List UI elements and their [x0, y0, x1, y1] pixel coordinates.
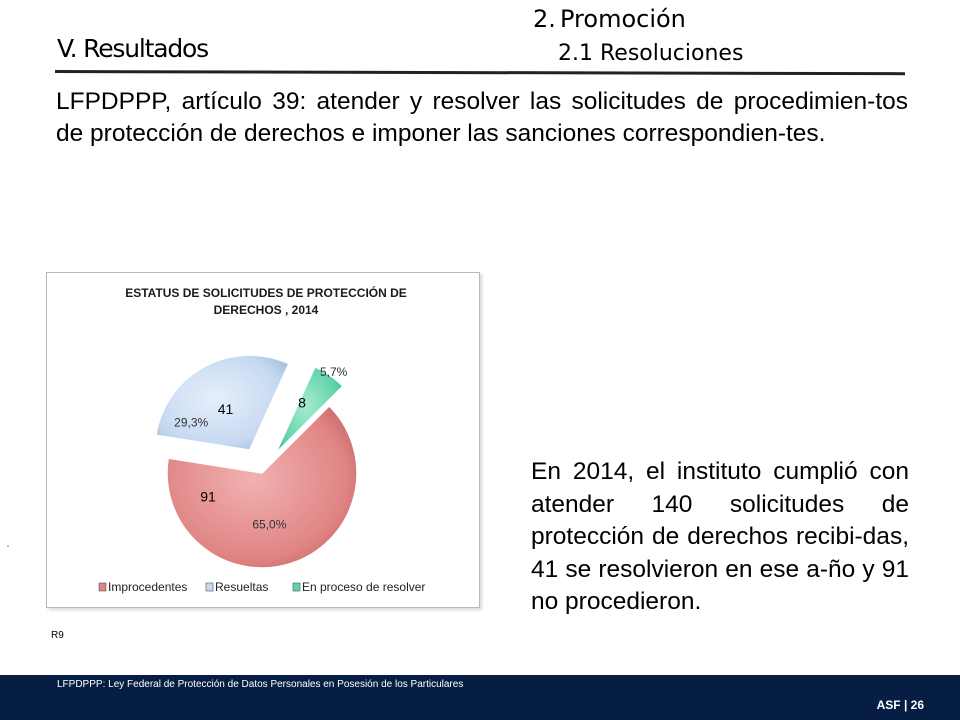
chart-title-line-2: DERECHOS , 2014 [213, 303, 319, 317]
intro-paragraph: LFPDPPP, artículo 39: atender y resolver las solicitudes de procedimien-tos de protección de derechos e imponer las sanciones correspondien-tes. [56, 88, 908, 147]
footer-bar [0, 675, 960, 720]
data-label-percent-improcedentes: 65,0% [252, 517, 287, 532]
reference-code: R9 [51, 630, 64, 641]
pie-chart [47, 273, 481, 609]
data-label-value-improcedentes: 91 [200, 488, 216, 505]
stray-dot [7, 545, 9, 547]
chart-title-line-1: ESTATUS DE SOLICITUDES DE PROTECCIÓN DE [125, 286, 407, 300]
header-divider [55, 70, 905, 75]
legend-swatch-en-proceso [293, 583, 300, 591]
data-label-percent-en-proceso: 5,7% [319, 365, 348, 380]
summary-paragraph: En 2014, el instituto cumplió con atender 140 solicitudes de protección de derechos recibi-das, 41 se resolvieron en ese a-ño y 91 no procedieron. [531, 458, 909, 615]
data-label-value-resueltas: 41 [217, 401, 234, 418]
legend-label-en-proceso: En proceso de resolver [302, 580, 426, 594]
section-title: V. Resultados [57, 34, 208, 63]
legend-label-improcedentes: Improcedentes [108, 580, 188, 594]
data-label-percent-resueltas: 29,3% [174, 415, 209, 430]
heading-number: 2. [533, 5, 556, 33]
footer-note: LFPDPPP: Ley Federal de Protección de Datos Personales en Posesión de los Particulares [57, 679, 464, 690]
legend-swatch-improcedentes [99, 583, 106, 591]
data-label-value-en-proceso: 8 [298, 394, 306, 411]
subheading-resoluciones: 2.1 Resoluciones [558, 41, 744, 66]
legend-label-resueltas: Resueltas [215, 580, 269, 594]
legend-swatch-resueltas [206, 583, 213, 591]
heading-promocion [533, 5, 686, 33]
page-number: ASF | 26 [876, 698, 924, 712]
heading-text: Promoción [560, 5, 686, 33]
pie-chart-panel [46, 272, 480, 608]
